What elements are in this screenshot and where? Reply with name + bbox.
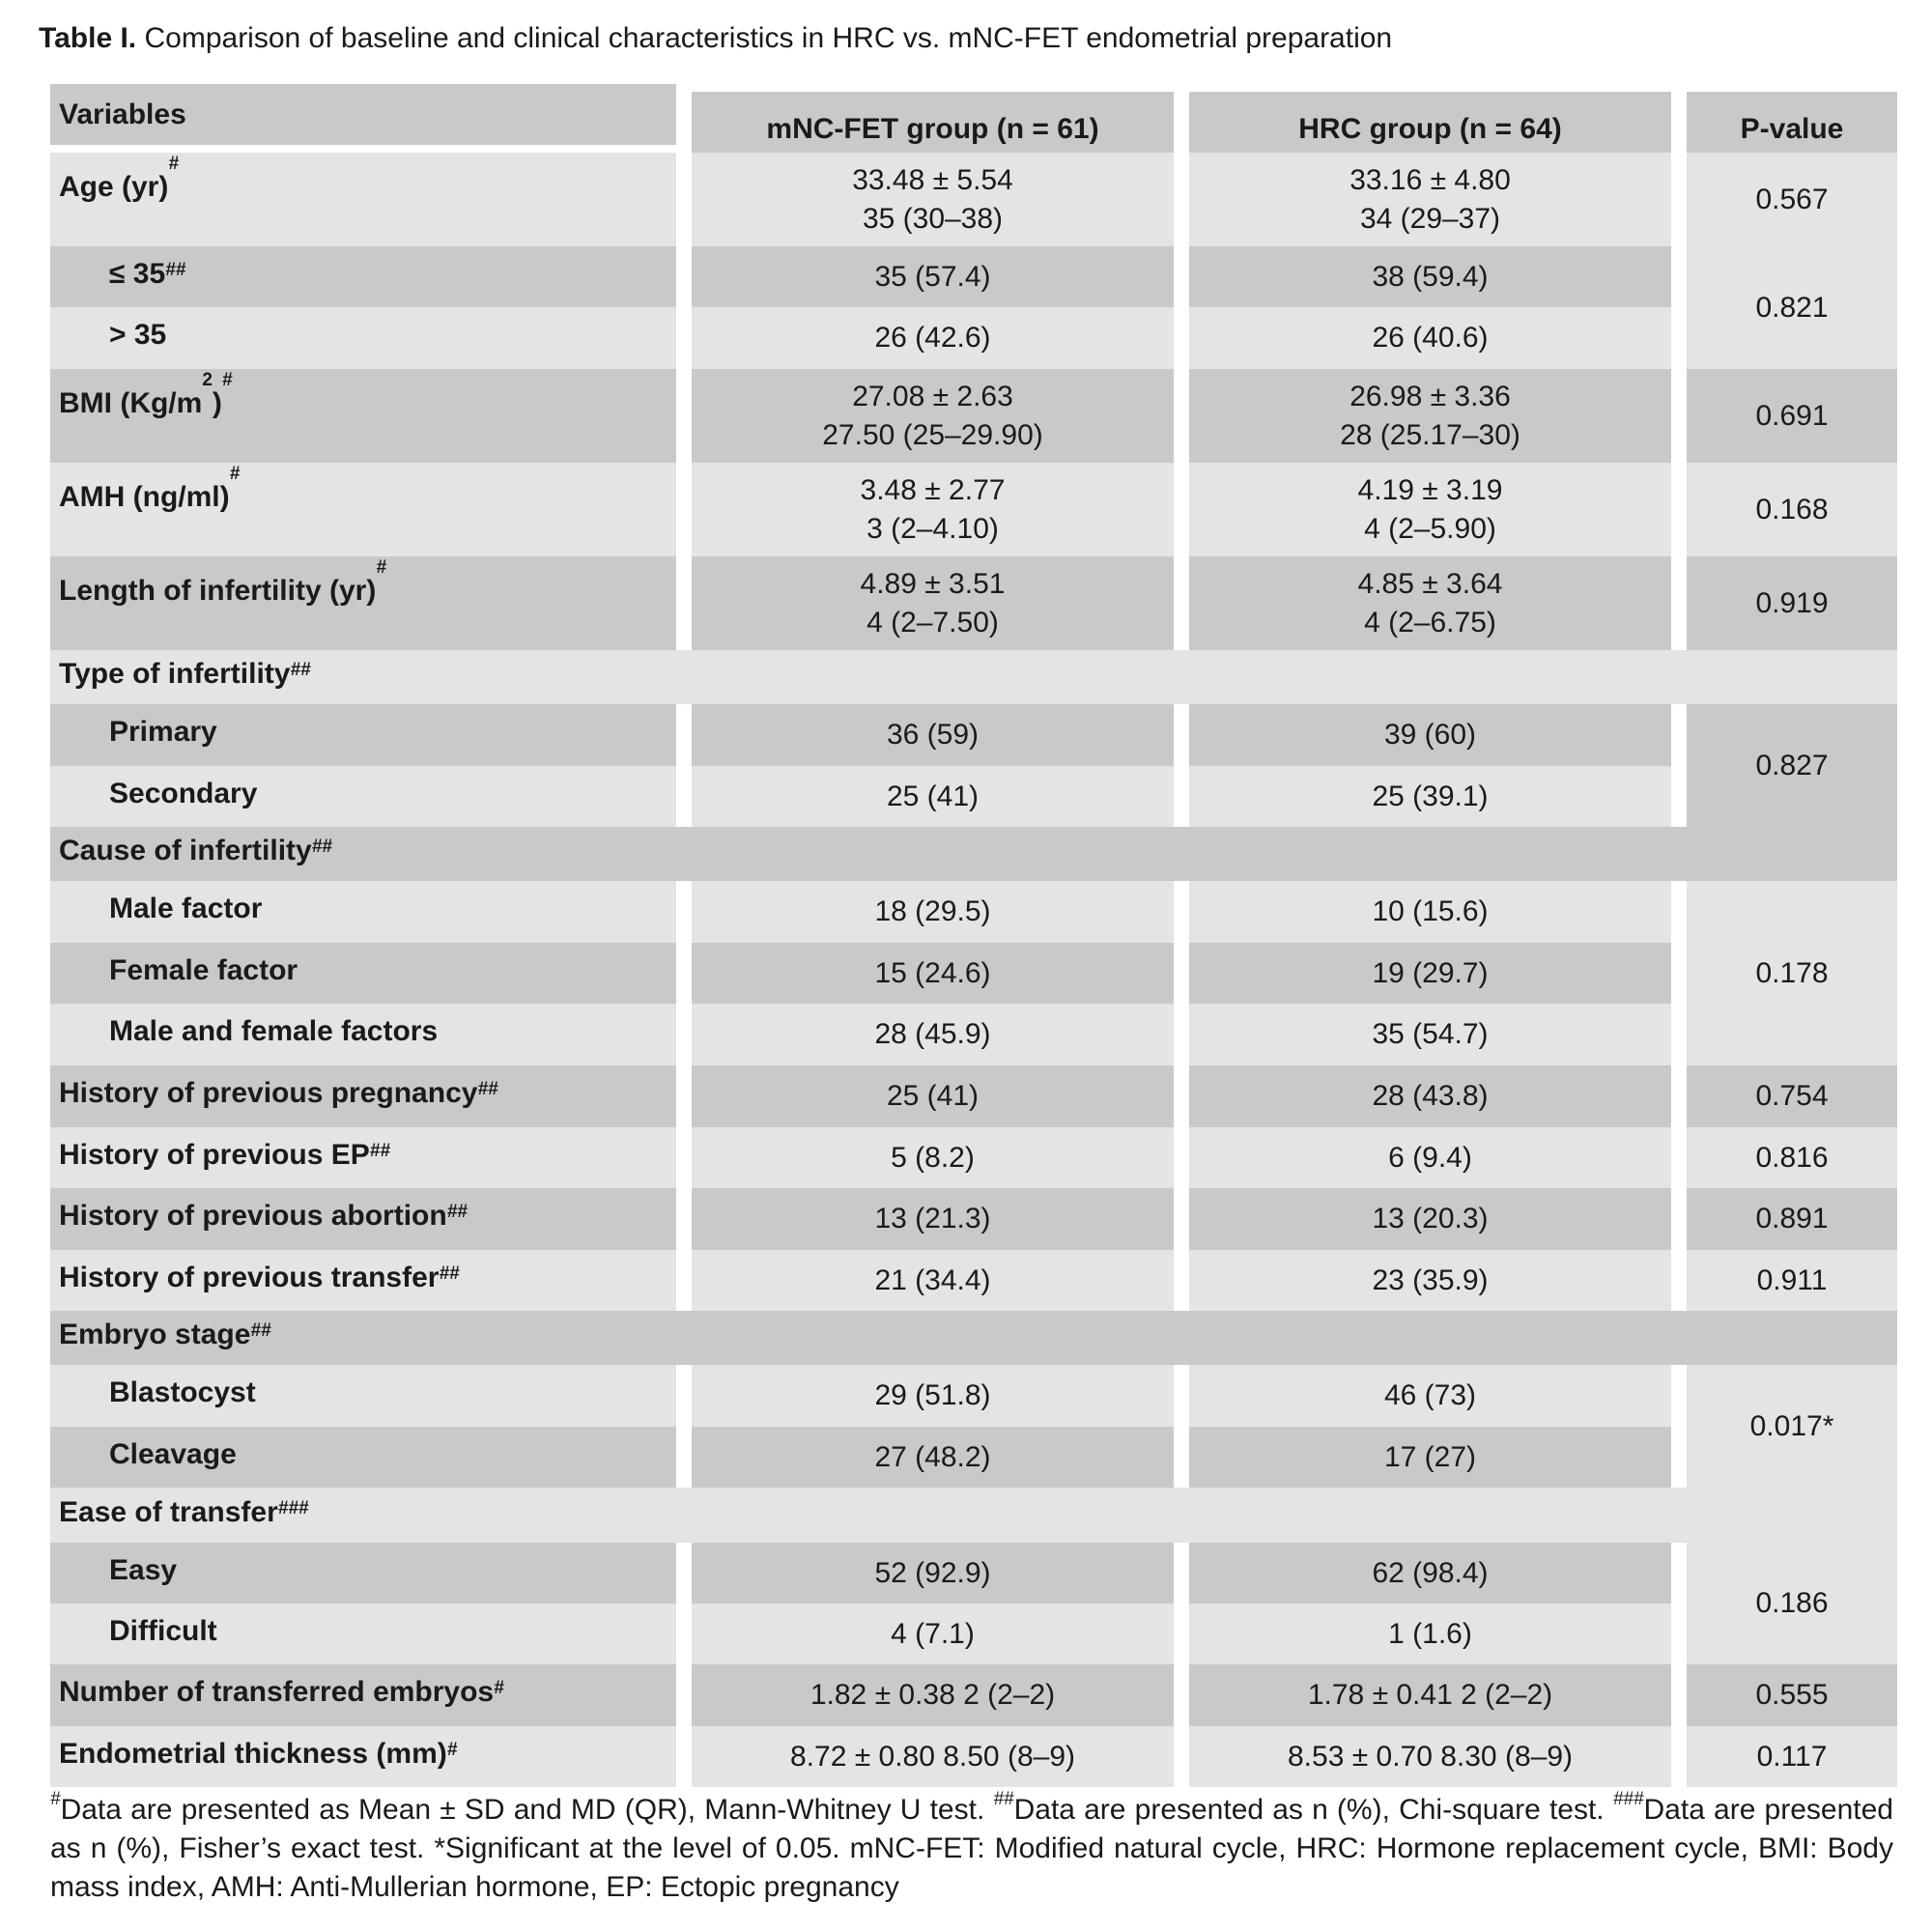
table-caption	[39, 17, 1392, 60]
cell-p-abortion: 0.891	[1687, 1188, 1897, 1250]
indent-age_le35	[50, 246, 100, 307]
row-label-transfer: History of previous transfer ##	[50, 1250, 676, 1311]
header-variables: Variables	[50, 84, 676, 145]
row-label-endo: Endometrial thickness (mm) #	[50, 1726, 676, 1787]
row-label-abortion: History of previous abortion ##	[50, 1188, 676, 1250]
cell-hrc-length: 4.85 ± 3.64 4 (2–6.75)	[1189, 556, 1671, 650]
cell-hrc-age: 33.16 ± 4.80 34 (29–37)	[1189, 153, 1671, 246]
table-label: Table I.	[39, 22, 137, 54]
row-label-amh: AMH (ng/ml) #	[50, 463, 676, 556]
header-hrc: HRC group (n = 64)	[1189, 92, 1671, 153]
cell-mnc-female: 15 (24.6)	[692, 943, 1174, 1004]
row-label-length: Length of infertility (yr) #	[50, 556, 676, 650]
cell-hrc-cleav: 17 (27)	[1189, 1427, 1671, 1488]
cell-hrc-endo: 8.53 ± 0.70 8.30 (8–9)	[1189, 1726, 1671, 1787]
cell-mnc-endo: 8.72 ± 0.80 8.50 (8–9)	[692, 1726, 1174, 1787]
indent-easy	[50, 1543, 100, 1604]
cell-mnc-both: 28 (45.9)	[692, 1004, 1174, 1065]
cell-p-endo: 0.117	[1687, 1726, 1897, 1787]
cell-hrc-male: 10 (15.6)	[1189, 881, 1671, 943]
cell-hrc-age_gt35: 26 (40.6)	[1189, 307, 1671, 369]
row-label-difficult: Difficult	[100, 1604, 676, 1664]
row-label-bmi: BMI (Kg/m $^2$ ) #	[50, 369, 676, 463]
cell-mnc-length: 4.89 ± 3.51 4 (2–7.50)	[692, 556, 1174, 650]
row-label-blast: Blastocyst	[100, 1365, 676, 1427]
cell-hrc-primary: 39 (60)	[1189, 704, 1671, 766]
cell-p-amh: 0.168	[1687, 463, 1897, 556]
section-ease: Ease of transfer ###	[50, 1488, 1897, 1543]
row-label-easy: Easy	[100, 1543, 676, 1604]
cell-mnc-bmi: 27.08 ± 2.63 27.50 (25–29.90)	[692, 369, 1174, 463]
cell-mnc-abortion: 13 (21.3)	[692, 1188, 1174, 1250]
cell-hrc-difficult: 1 (1.6)	[1189, 1604, 1671, 1664]
indent-female	[50, 943, 100, 1004]
row-label-age_gt35: > 35	[100, 307, 676, 369]
indent-secondary	[50, 766, 100, 827]
indent-male	[50, 881, 100, 943]
cell-p-stage: 0.017*	[1687, 1365, 1897, 1488]
row-label-secondary: Secondary	[100, 766, 676, 827]
header-mnc-fet: mNC-FET group (n = 61)	[692, 92, 1174, 153]
cell-mnc-secondary: 25 (41)	[692, 766, 1174, 827]
table-footnote: #Data are presented as Mean ± SD and MD (QR), Mann-Whitney U test. ##Data are presented as n (%), Chi-square test. ###Data are presented as n (%), Fisher’s exact test. *Significant at the level of 0.05. mNC-FET: Modified natural cycle, HRC: Hormone replacement cycle, BMI: Body mass index, AMH: Anti-Mullerian hormone, EP: Ectopic pregnancy	[50, 1789, 1893, 1903]
cell-mnc-embryos: 1.82 ± 0.38 2 (2–2)	[692, 1664, 1174, 1726]
row-label-age: Age (yr) #	[50, 153, 676, 246]
indent-age_gt35	[50, 307, 100, 369]
cell-hrc-amh: 4.19 ± 3.19 4 (2–5.90)	[1189, 463, 1671, 556]
cell-p-embryos: 0.555	[1687, 1664, 1897, 1726]
row-label-preg: History of previous pregnancy ##	[50, 1065, 676, 1127]
cell-mnc-transfer: 21 (34.4)	[692, 1250, 1174, 1311]
cell-hrc-embryos: 1.78 ± 0.41 2 (2–2)	[1189, 1664, 1671, 1726]
cell-hrc-both: 35 (54.7)	[1189, 1004, 1671, 1065]
section-cause: Cause of infertility ##	[50, 827, 1897, 881]
indent-cleav	[50, 1427, 100, 1488]
cell-mnc-male: 18 (29.5)	[692, 881, 1174, 943]
cell-mnc-primary: 36 (59)	[692, 704, 1174, 766]
cell-mnc-blast: 29 (51.8)	[692, 1365, 1174, 1427]
cell-p-bmi: 0.691	[1687, 369, 1897, 463]
cell-p-ease: 0.186	[1687, 1543, 1897, 1664]
cell-mnc-difficult: 4 (7.1)	[692, 1604, 1174, 1664]
cell-hrc-secondary: 25 (39.1)	[1189, 766, 1671, 827]
cell-mnc-amh: 3.48 ± 2.77 3 (2–4.10)	[692, 463, 1174, 556]
section-type: Type of infertility ##	[50, 650, 1897, 704]
cell-p-age: 0.567	[1687, 153, 1897, 246]
row-label-embryos: Number of transferred embryos #	[50, 1664, 676, 1726]
cell-hrc-age_le35: 38 (59.4)	[1189, 246, 1671, 307]
cell-mnc-age_le35: 35 (57.4)	[692, 246, 1174, 307]
cell-p-preg: 0.754	[1687, 1065, 1897, 1127]
cell-p-cause: 0.178	[1687, 881, 1897, 1065]
row-label-age_le35: ≤ 35 ##	[100, 246, 676, 307]
cell-p-ep: 0.816	[1687, 1127, 1897, 1188]
indent-primary	[50, 704, 100, 766]
cell-mnc-ep: 5 (8.2)	[692, 1127, 1174, 1188]
cell-hrc-female: 19 (29.7)	[1189, 943, 1671, 1004]
row-label-primary: Primary	[100, 704, 676, 766]
header-p-value: P-value	[1687, 92, 1897, 153]
cell-hrc-abortion: 13 (20.3)	[1189, 1188, 1671, 1250]
row-label-female: Female factor	[100, 943, 676, 1004]
cell-mnc-easy: 52 (92.9)	[692, 1543, 1174, 1604]
table-title: Comparison of baseline and clinical characteristics in HRC vs. mNC-FET endometrial preparation	[144, 22, 1393, 54]
row-label-both: Male and female factors	[100, 1004, 676, 1065]
cell-mnc-preg: 25 (41)	[692, 1065, 1174, 1127]
cell-hrc-bmi: 26.98 ± 3.36 28 (25.17–30)	[1189, 369, 1671, 463]
cell-p-length: 0.919	[1687, 556, 1897, 650]
cell-p-transfer: 0.911	[1687, 1250, 1897, 1311]
cell-mnc-age: 33.48 ± 5.54 35 (30–38)	[692, 153, 1174, 246]
cell-hrc-blast: 46 (73)	[1189, 1365, 1671, 1427]
cell-mnc-cleav: 27 (48.2)	[692, 1427, 1174, 1488]
section-stage: Embryo stage ##	[50, 1311, 1897, 1365]
indent-difficult	[50, 1604, 100, 1664]
cell-hrc-easy: 62 (98.4)	[1189, 1543, 1671, 1604]
indent-both	[50, 1004, 100, 1065]
cell-hrc-transfer: 23 (35.9)	[1189, 1250, 1671, 1311]
row-label-cleav: Cleavage	[100, 1427, 676, 1488]
cell-p-age-group: 0.821	[1687, 246, 1897, 369]
cell-hrc-ep: 6 (9.4)	[1189, 1127, 1671, 1188]
row-label-male: Male factor	[100, 881, 676, 943]
cell-p-type: 0.827	[1687, 704, 1897, 827]
cell-mnc-age_gt35: 26 (42.6)	[692, 307, 1174, 369]
row-label-ep: History of previous EP ##	[50, 1127, 676, 1188]
cell-hrc-preg: 28 (43.8)	[1189, 1065, 1671, 1127]
indent-blast	[50, 1365, 100, 1427]
